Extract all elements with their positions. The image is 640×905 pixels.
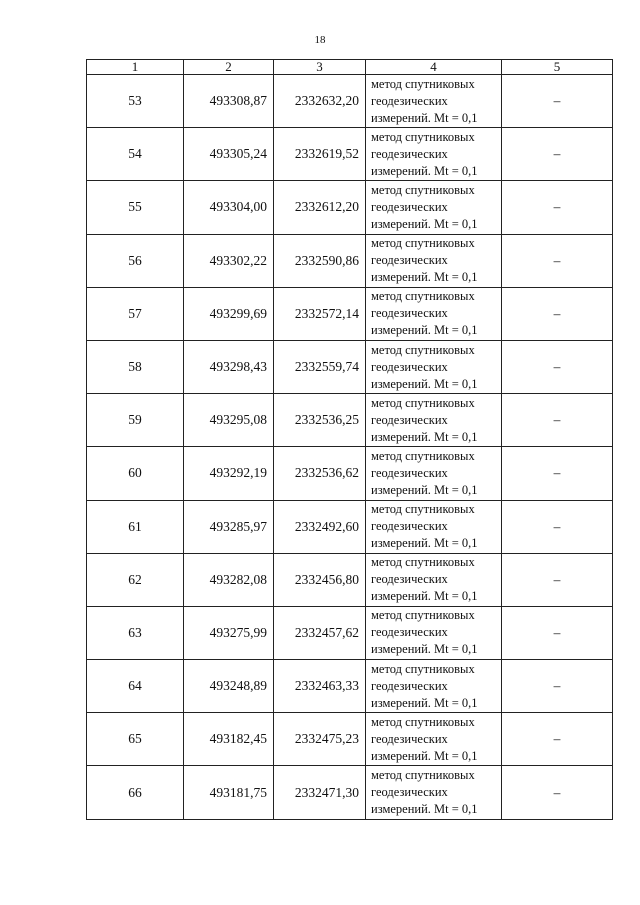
table-row xyxy=(87,447,613,500)
method-line: измерений. Mt = 0,1 xyxy=(371,589,478,604)
header-col-3: 3 xyxy=(274,60,366,75)
method-line: метод спутниковых xyxy=(371,76,475,91)
note-cell: – xyxy=(502,713,613,766)
table-body xyxy=(87,75,613,820)
method-line: геодезических xyxy=(371,465,448,480)
x-coordinate-cell: 493292,19 xyxy=(184,447,274,500)
x-coordinate-cell: 493295,08 xyxy=(184,394,274,447)
x-coordinate-cell: 493285,97 xyxy=(184,500,274,553)
method-line: геодезических xyxy=(371,572,448,587)
method-line: геодезических xyxy=(371,146,448,161)
header-col-4: 4 xyxy=(366,60,502,75)
method-line: геодезических xyxy=(371,731,448,746)
table-row xyxy=(87,500,613,553)
method-cell xyxy=(366,181,502,234)
table-row xyxy=(87,75,613,128)
x-coordinate-cell: 493308,87 xyxy=(184,75,274,128)
y-coordinate-cell: 2332619,52 xyxy=(274,128,366,181)
method-line: метод спутниковых xyxy=(371,768,475,783)
y-coordinate-cell: 2332612,20 xyxy=(274,181,366,234)
method-line: измерений. Mt = 0,1 xyxy=(371,748,478,763)
table-row xyxy=(87,287,613,340)
method-line: геодезических xyxy=(371,785,448,800)
method-line: метод спутниковых xyxy=(371,608,475,623)
method-cell xyxy=(366,234,502,287)
method-line: геодезических xyxy=(371,199,448,214)
x-coordinate-cell: 493182,45 xyxy=(184,713,274,766)
x-coordinate-cell: 493181,75 xyxy=(184,766,274,819)
method-line: метод спутниковых xyxy=(371,342,475,357)
note-cell: – xyxy=(502,287,613,340)
table-row xyxy=(87,660,613,713)
method-line: геодезических xyxy=(371,359,448,374)
method-cell xyxy=(366,660,502,713)
table-row xyxy=(87,606,613,659)
table-row xyxy=(87,394,613,447)
method-line: измерений. Mt = 0,1 xyxy=(371,642,478,657)
table-row xyxy=(87,766,613,819)
method-line: измерений. Mt = 0,1 xyxy=(371,802,478,817)
y-coordinate-cell: 2332471,30 xyxy=(274,766,366,819)
point-number-cell: 53 xyxy=(87,75,184,128)
point-number-cell: 61 xyxy=(87,500,184,553)
x-coordinate-cell: 493304,00 xyxy=(184,181,274,234)
y-coordinate-cell: 2332536,62 xyxy=(274,447,366,500)
point-number-cell: 59 xyxy=(87,394,184,447)
table-row xyxy=(87,340,613,393)
method-cell xyxy=(366,287,502,340)
y-coordinate-cell: 2332632,20 xyxy=(274,75,366,128)
method-line: измерений. Mt = 0,1 xyxy=(371,536,478,551)
x-coordinate-cell: 493299,69 xyxy=(184,287,274,340)
y-coordinate-cell: 2332590,86 xyxy=(274,234,366,287)
method-line: метод спутниковых xyxy=(371,289,475,304)
x-coordinate-cell: 493282,08 xyxy=(184,553,274,606)
method-cell xyxy=(366,340,502,393)
y-coordinate-cell: 2332457,62 xyxy=(274,606,366,659)
method-line: измерений. Mt = 0,1 xyxy=(371,429,478,444)
method-line: метод спутниковых xyxy=(371,448,475,463)
method-line: метод спутниковых xyxy=(371,182,475,197)
note-cell: – xyxy=(502,181,613,234)
note-cell: – xyxy=(502,606,613,659)
note-cell: – xyxy=(502,660,613,713)
page-number: 18 xyxy=(314,34,326,46)
method-line: геодезических xyxy=(371,678,448,693)
table-header xyxy=(87,60,613,75)
y-coordinate-cell: 2332475,23 xyxy=(274,713,366,766)
method-line: измерений. Mt = 0,1 xyxy=(371,323,478,338)
method-line: метод спутниковых xyxy=(371,395,475,410)
point-number-cell: 56 xyxy=(87,234,184,287)
method-line: геодезических xyxy=(371,625,448,640)
note-cell: – xyxy=(502,394,613,447)
method-cell xyxy=(366,128,502,181)
header-row xyxy=(87,60,613,75)
point-number-cell: 65 xyxy=(87,713,184,766)
note-cell: – xyxy=(502,447,613,500)
method-cell xyxy=(366,713,502,766)
method-line: измерений. Mt = 0,1 xyxy=(371,695,478,710)
method-line: геодезических xyxy=(371,412,448,427)
method-line: геодезических xyxy=(371,519,448,534)
point-number-cell: 54 xyxy=(87,128,184,181)
y-coordinate-cell: 2332463,33 xyxy=(274,660,366,713)
x-coordinate-cell: 493305,24 xyxy=(184,128,274,181)
method-cell xyxy=(366,447,502,500)
x-coordinate-cell: 493302,22 xyxy=(184,234,274,287)
note-cell: – xyxy=(502,75,613,128)
note-cell: – xyxy=(502,553,613,606)
y-coordinate-cell: 2332492,60 xyxy=(274,500,366,553)
note-cell: – xyxy=(502,340,613,393)
method-line: метод спутниковых xyxy=(371,555,475,570)
table-row xyxy=(87,553,613,606)
coordinates-table xyxy=(86,59,613,820)
header-col-2: 2 xyxy=(184,60,274,75)
method-line: измерений. Mt = 0,1 xyxy=(371,482,478,497)
y-coordinate-cell: 2332456,80 xyxy=(274,553,366,606)
y-coordinate-cell: 2332559,74 xyxy=(274,340,366,393)
method-line: измерений. Mt = 0,1 xyxy=(371,376,478,391)
table-row xyxy=(87,128,613,181)
point-number-cell: 55 xyxy=(87,181,184,234)
point-number-cell: 58 xyxy=(87,340,184,393)
point-number-cell: 62 xyxy=(87,553,184,606)
header-col-5: 5 xyxy=(502,60,613,75)
method-cell xyxy=(366,500,502,553)
point-number-cell: 64 xyxy=(87,660,184,713)
method-line: геодезических xyxy=(371,306,448,321)
method-line: метод спутниковых xyxy=(371,129,475,144)
y-coordinate-cell: 2332536,25 xyxy=(274,394,366,447)
method-cell xyxy=(366,606,502,659)
method-cell xyxy=(366,766,502,819)
method-line: измерений. Mt = 0,1 xyxy=(371,163,478,178)
method-line: метод спутниковых xyxy=(371,236,475,251)
note-cell: – xyxy=(502,500,613,553)
method-line: измерений. Mt = 0,1 xyxy=(371,216,478,231)
method-line: измерений. Mt = 0,1 xyxy=(371,110,478,125)
table-row xyxy=(87,713,613,766)
method-cell xyxy=(366,394,502,447)
point-number-cell: 63 xyxy=(87,606,184,659)
note-cell: – xyxy=(502,128,613,181)
x-coordinate-cell: 493298,43 xyxy=(184,340,274,393)
note-cell: – xyxy=(502,766,613,819)
table-row xyxy=(87,181,613,234)
table-row xyxy=(87,234,613,287)
point-number-cell: 66 xyxy=(87,766,184,819)
method-line: метод спутниковых xyxy=(371,502,475,517)
method-line: геодезических xyxy=(371,93,448,108)
method-line: геодезических xyxy=(371,253,448,268)
y-coordinate-cell: 2332572,14 xyxy=(274,287,366,340)
point-number-cell: 60 xyxy=(87,447,184,500)
method-cell xyxy=(366,75,502,128)
method-line: метод спутниковых xyxy=(371,714,475,729)
x-coordinate-cell: 493248,89 xyxy=(184,660,274,713)
header-col-1: 1 xyxy=(87,60,184,75)
point-number-cell: 57 xyxy=(87,287,184,340)
method-line: измерений. Mt = 0,1 xyxy=(371,270,478,285)
method-line: метод спутниковых xyxy=(371,661,475,676)
note-cell: – xyxy=(502,234,613,287)
x-coordinate-cell: 493275,99 xyxy=(184,606,274,659)
method-cell xyxy=(366,553,502,606)
